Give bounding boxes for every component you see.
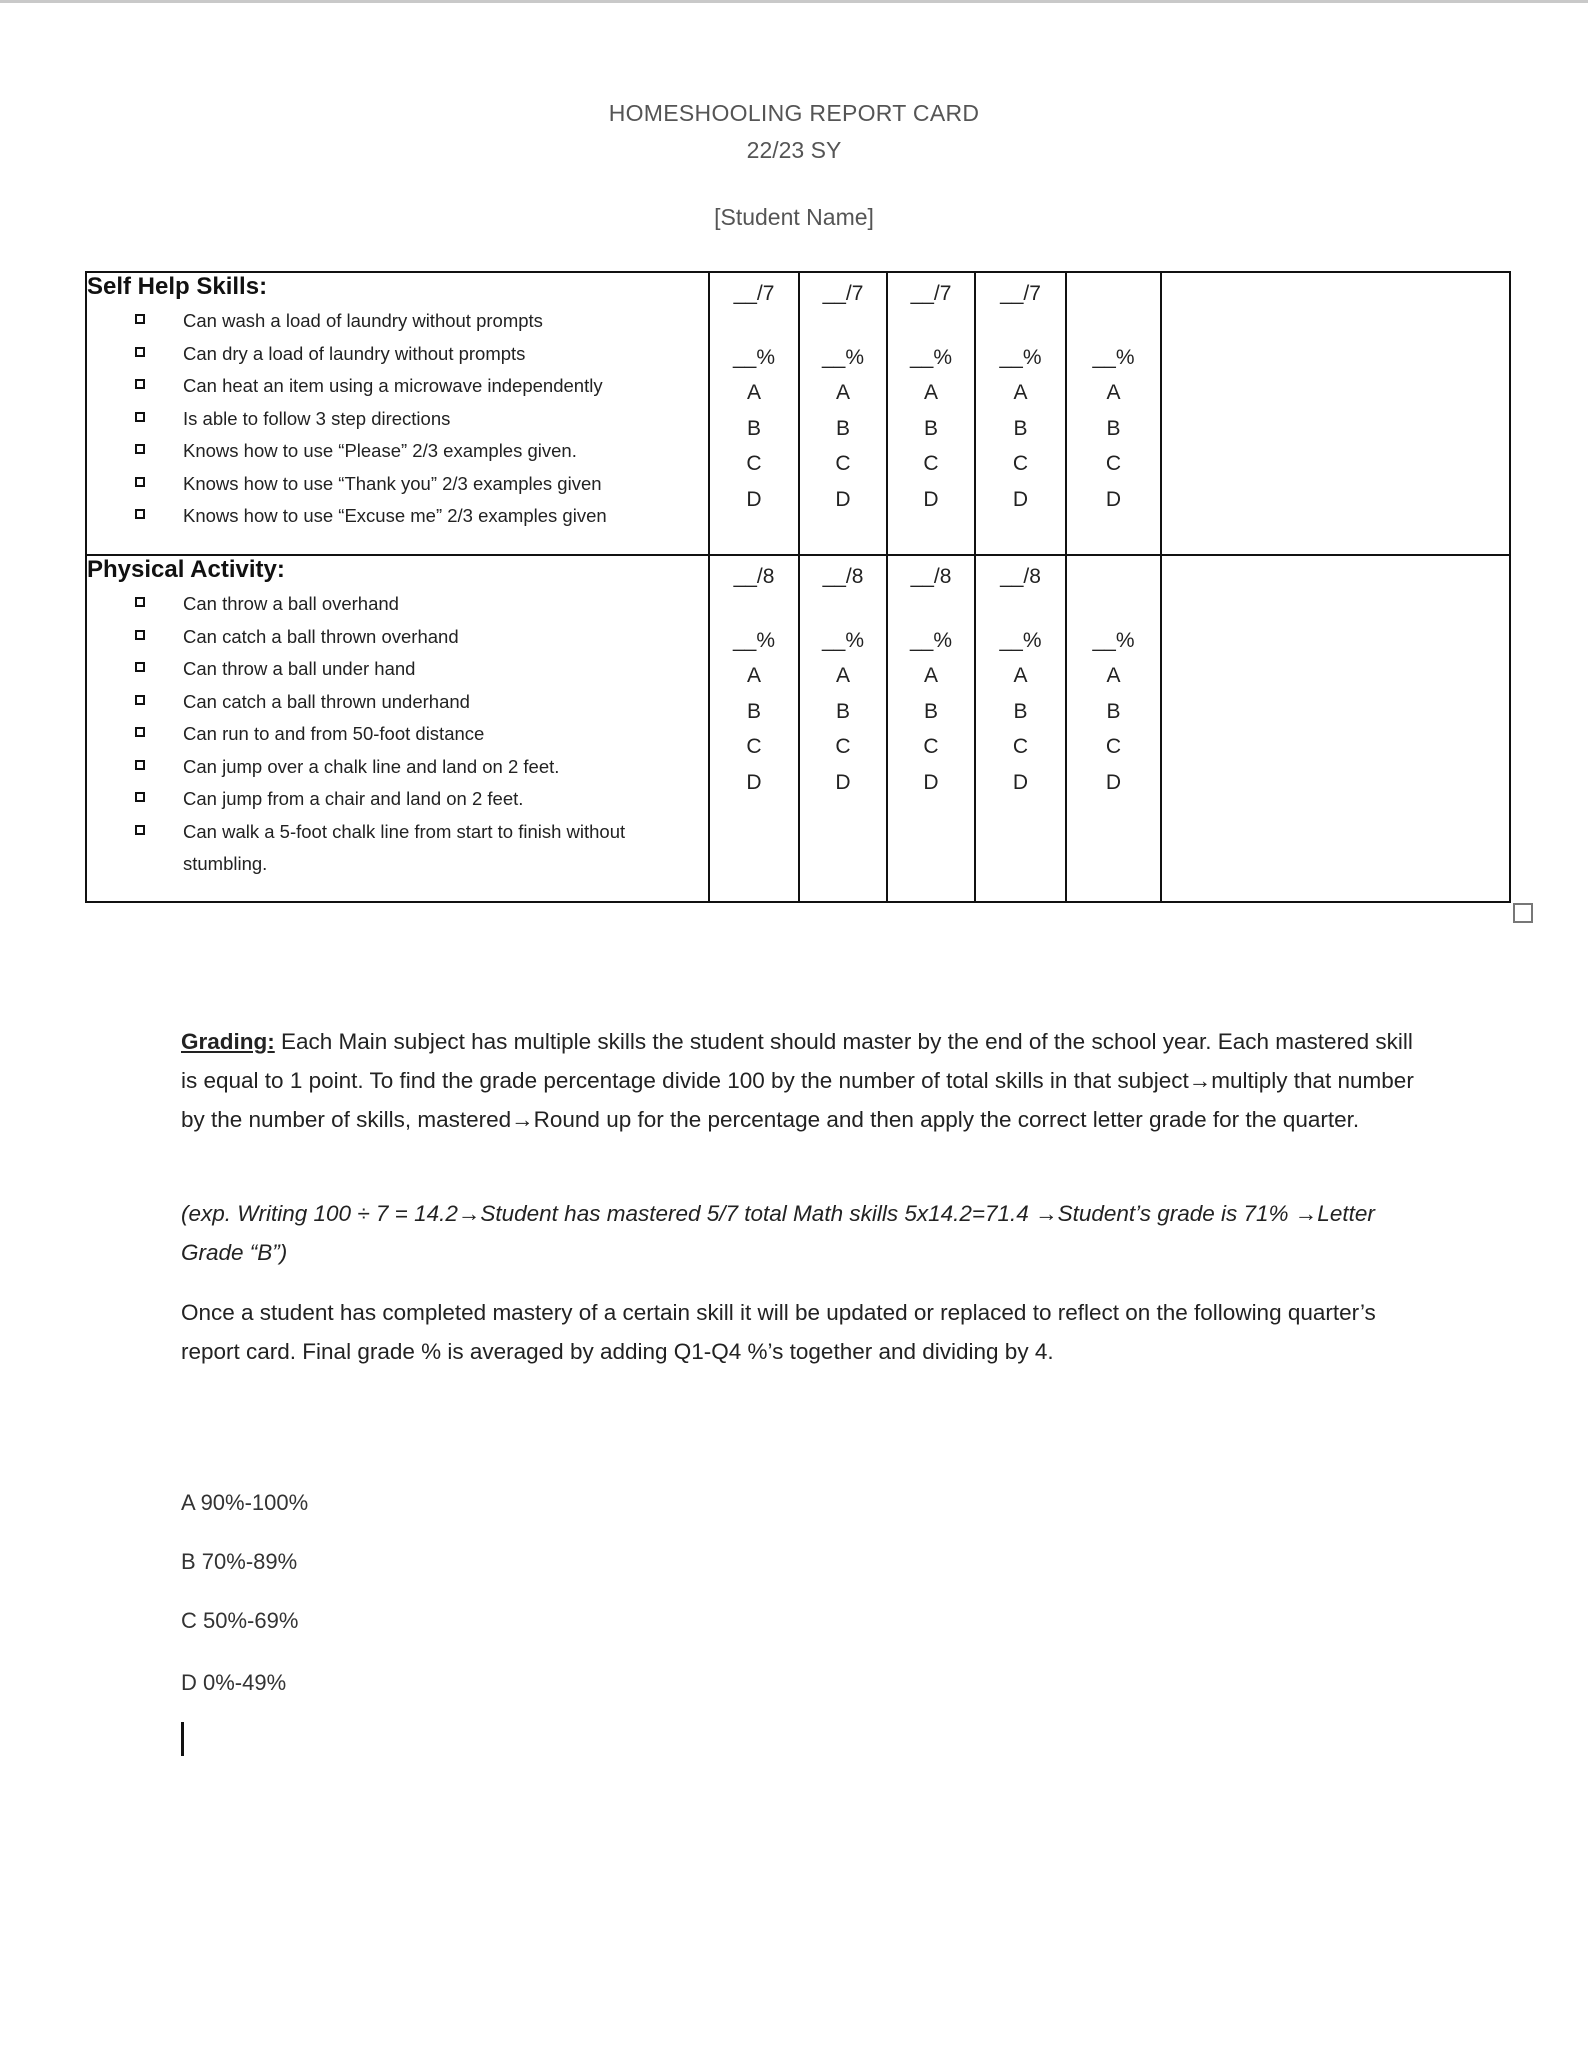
quarter-4-cell[interactable]: [975, 272, 1066, 555]
checkbox[interactable]: [135, 444, 145, 454]
grade-scale-d: D 0%-49%: [181, 1670, 287, 1695]
skill-item: Can heat an item using a microwave independently: [87, 370, 708, 403]
skill-item: Can catch a ball thrown overhand: [87, 621, 708, 654]
skill-item: Can run to and from 50-foot distance: [87, 718, 708, 751]
skill-item: Knows how to use “Thank you” 2/3 examples given: [87, 468, 708, 501]
skill-item: Can throw a ball overhand: [87, 588, 708, 621]
checkbox[interactable]: [135, 825, 145, 835]
checkbox[interactable]: [135, 727, 145, 737]
notes-cell[interactable]: [1161, 272, 1510, 555]
quarter-2-cell[interactable]: [799, 272, 887, 555]
text-cursor: [181, 1722, 184, 1756]
mastery-note: Once a student has completed mastery of a certain skill it will be updated or replaced to reflect on the following quarter’s report card. Final grade % is averaged by adding Q1-Q4 %’s together and dividing by 4.: [181, 1300, 1376, 1364]
score-label: __/7: [910, 282, 952, 305]
checkbox[interactable]: [135, 477, 145, 487]
school-year: 22/23 SY: [746, 137, 842, 163]
score-label: __/8: [822, 565, 864, 588]
section-title: Self Help Skills:: [87, 273, 268, 300]
checkbox[interactable]: [135, 695, 145, 705]
grade-scale-a: A 90%-100%: [181, 1490, 309, 1515]
skill-list: [87, 305, 708, 533]
percent-label: __%: [732, 346, 776, 369]
quarter-1-cell[interactable]: [709, 555, 799, 902]
grade-options: A B C D: [835, 381, 851, 511]
percent-label: __%: [1092, 629, 1135, 652]
skill-item: Can throw a ball under hand: [87, 653, 708, 686]
checkbox[interactable]: [135, 792, 145, 802]
checkbox[interactable]: [135, 379, 145, 389]
quarter-4-cell[interactable]: [975, 555, 1066, 902]
grade-options: A B C D: [746, 381, 762, 511]
percent-label: __%: [909, 346, 953, 369]
table-resize-handle[interactable]: [1513, 903, 1533, 923]
skill-item: Knows how to use “Please” 2/3 examples given.: [87, 435, 708, 468]
grade-scale-c: C 50%-69%: [181, 1608, 299, 1633]
grade-options: A B C D: [746, 664, 762, 794]
checkbox[interactable]: [135, 630, 145, 640]
checkbox[interactable]: [135, 314, 145, 324]
grade-options: A B C D: [1105, 664, 1122, 794]
checkbox[interactable]: [135, 662, 145, 672]
checkbox[interactable]: [135, 760, 145, 770]
skill-item: Is able to follow 3 step directions: [87, 403, 708, 436]
score-label: __/7: [733, 282, 775, 305]
section-row-self-help: [86, 272, 1510, 555]
checkbox[interactable]: [135, 509, 145, 519]
notes-cell[interactable]: [1161, 555, 1510, 902]
quarter-1-cell[interactable]: [709, 272, 799, 555]
grade-options: A B C D: [1105, 381, 1122, 511]
skills-cell: [86, 272, 709, 555]
score-label: __/8: [1000, 565, 1041, 588]
grading-text: Each Main subject has multiple skills the student should master by the end of the school year. Each mastered skill is equal to 1 point. To find the grade percentage divide 100 by the number of total skills in that subject→multiply that number by the number of skills, mastered→Round up for the percentage and then apply the correct letter grade for the quarter.: [181, 1029, 1414, 1132]
score-label: __/8: [910, 565, 952, 588]
section-row-physical-activity: [86, 555, 1510, 902]
skill-item: Can walk a 5-foot chalk line from start to finish without stumbling.: [87, 816, 708, 881]
quarter-2-cell[interactable]: [799, 555, 887, 902]
percent-label: __%: [821, 346, 865, 369]
skill-item: Knows how to use “Excuse me” 2/3 examples given: [87, 500, 708, 533]
section-title: Physical Activity:: [87, 556, 285, 583]
grade-scale-b: B 70%-89%: [181, 1549, 298, 1574]
percent-label: __%: [999, 629, 1042, 652]
report-card-table: [85, 271, 1511, 903]
skill-item: Can catch a ball thrown underhand: [87, 686, 708, 719]
skill-item: Can dry a load of laundry without prompts: [87, 338, 708, 371]
checkbox[interactable]: [135, 597, 145, 607]
skill-item: Can jump from a chair and land on 2 feet.: [87, 783, 708, 816]
checkbox[interactable]: [135, 412, 145, 422]
percent-label: __%: [1092, 346, 1135, 369]
student-name-field[interactable]: [Student Name]: [714, 204, 874, 230]
grade-options: A B C D: [923, 381, 939, 511]
percent-label: __%: [732, 629, 776, 652]
final-grade-cell[interactable]: [1066, 272, 1161, 555]
grade-options: A B C D: [835, 664, 851, 794]
final-grade-cell[interactable]: [1066, 555, 1161, 902]
grade-options: A B C D: [1012, 381, 1029, 511]
quarter-3-cell[interactable]: [887, 555, 975, 902]
skill-item: Can wash a load of laundry without prompts: [87, 305, 708, 338]
percent-label: __%: [999, 346, 1042, 369]
percent-label: __%: [909, 629, 953, 652]
grade-options: A B C D: [1012, 664, 1029, 794]
skills-cell: [86, 555, 709, 902]
page-top-border: [0, 0, 1588, 3]
skill-list: [87, 588, 708, 881]
grading-example: (exp. Writing 100 ÷ 7 = 14.2→Student has mastered 5/7 total Math skills 5x14.2=71.4 →Student’s grade is 71% →Letter Grade “B”): [181, 1201, 1375, 1265]
checkbox[interactable]: [135, 347, 145, 357]
grading-paragraph: [181, 1022, 1421, 1139]
skill-item: Can jump over a chalk line and land on 2 feet.: [87, 751, 708, 784]
grade-options: A B C D: [923, 664, 939, 794]
score-label: __/7: [1000, 282, 1041, 305]
score-label: __/8: [733, 565, 775, 588]
quarter-3-cell[interactable]: [887, 272, 975, 555]
score-label: __/7: [822, 282, 864, 305]
grading-label: Grading:: [181, 1029, 275, 1054]
report-title: HOMESHOOLING REPORT CARD: [608, 100, 980, 126]
percent-label: __%: [821, 629, 865, 652]
